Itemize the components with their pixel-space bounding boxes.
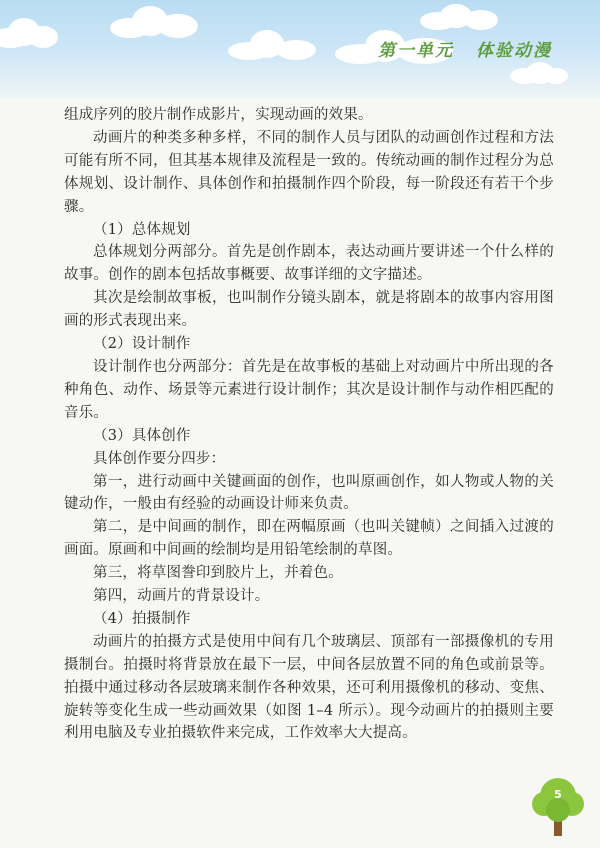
page-number: 5 (554, 788, 562, 801)
cloud-decoration (110, 6, 200, 38)
body-text (64, 104, 554, 745)
chapter-unit: 第一单元 (378, 41, 454, 61)
paragraph: 动画片的种类多种多样，不同的制作人员与团队的动画创作过程和方法可能有所不同，但其基本规律及流程是一致的。传统动画的制作过程分为总体规划、设计制作、具体创作和拍摄制作四个阶段，每一阶段还有若干个步骤。 (64, 129, 554, 215)
paragraph: 具体创作要分四步： (93, 450, 226, 467)
cloud-decoration (420, 4, 500, 30)
tree-icon (530, 774, 586, 838)
paragraph: 第一，进行动画中关键画面的创作，也叫原画创作，如人物或人物的关键动作，一般由有经验的动画设计师来负责。 (64, 473, 554, 513)
paragraph: 动画片的拍摄方式是使用中间有几个玻璃层、顶部有一部摄像机的专用摄制台。拍摄时将背景放在最下一层，中间各层放置不同的角色或前景等。拍摄中通过移动各层玻璃来制作各种效果，还可利用摄像机的移动、变焦、旋转等变化生成一些动画效果（如图 1–4 所示）。现今动画片的拍摄则主要利用电脑及专业拍摄软件来完成，工作效率大大提高。 (64, 633, 554, 742)
chapter-title (378, 36, 552, 61)
paragraph: 设计制作也分两部分：首先是在故事板的基础上对动画片中所出现的各种角色、动作、场景等元素进行设计制作；其次是设计制作与动作相匹配的音乐。 (64, 358, 554, 421)
paragraph: 第四，动画片的背景设计。 (93, 588, 270, 605)
section-heading: （4）拍摄制作 (93, 610, 191, 627)
paragraph: 其次是绘制故事板，也叫制作分镜头剧本，就是将剧本的故事内容用图画的形式表现出来。 (64, 290, 554, 330)
section-heading: （2）设计制作 (93, 336, 191, 353)
cloud-decoration (0, 18, 60, 48)
section-heading: （1）总体规划 (93, 221, 191, 238)
page-header (0, 0, 600, 98)
paragraph: 第二，是中间画的制作，即在两幅原画（也叫关键帧）之间插入过渡的画面。原画和中间画的绘制均是用铅笔绘制的草图。 (64, 519, 554, 559)
paragraph: 第三，将草图誊印到胶片上，并着色。 (93, 565, 343, 582)
chapter-name: 体验动漫 (476, 41, 552, 61)
cloud-decoration (510, 62, 570, 84)
paragraph: 组成序列的胶片制作成影片，实现动画的效果。 (64, 107, 373, 123)
cloud-decoration (228, 30, 318, 60)
paragraph: 总体规划分两部分。首先是创作剧本，表达动画片要讲述一个什么样的故事。创作的剧本包括故事概要、故事详细的文字描述。 (64, 244, 554, 284)
section-heading: （3）具体创作 (93, 427, 191, 444)
page-badge (530, 774, 586, 838)
